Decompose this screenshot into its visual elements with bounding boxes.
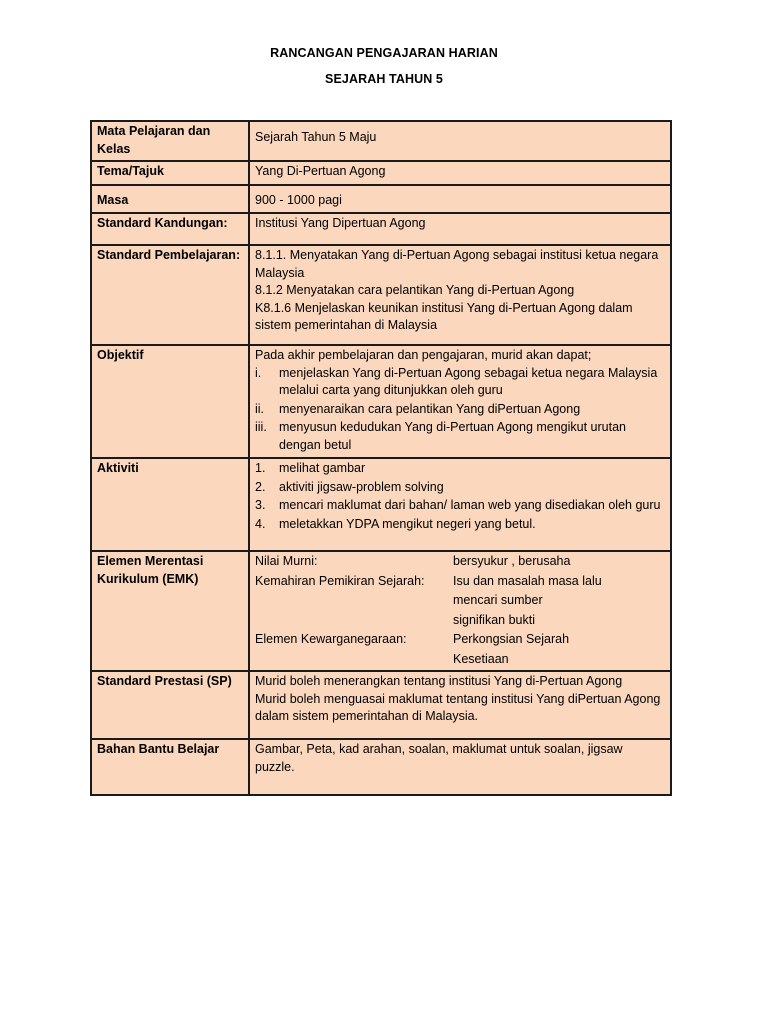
list-item: 4. meletakkan YDPA mengikut negeri yang betul.: [255, 516, 536, 531]
row-label-objektif: Objektif: [91, 345, 249, 458]
emk-nilai: Nilai Murni: bersyukur , berusaha: [255, 554, 571, 568]
table-row: [91, 213, 671, 245]
emk-kps-item: mencari sumber: [453, 593, 543, 607]
row-value-aktiviti: [249, 458, 671, 551]
table-row: [91, 161, 671, 185]
table-row: [91, 551, 671, 671]
row-value-tema: Yang Di-Pertuan Agong: [249, 161, 671, 185]
row-label-mata-pelajaran: Mata Pelajaran dan Kelas: [91, 121, 249, 161]
list-item: 2. aktiviti jigsaw-problem solving: [255, 479, 444, 494]
row-label-aktiviti: Aktiviti: [91, 458, 249, 551]
row-value-masa: 900 - 1000 pagi: [249, 185, 671, 213]
list-item: 3. mencari maklumat dari bahan/ laman web yang disediakan oleh guru: [255, 498, 661, 512]
row-label-masa: Masa: [91, 185, 249, 213]
sp-line: 8.1.1. Menyatakan Yang di-Pertuan Agong sebagai institusi ketua negara Malaysia: [255, 248, 659, 280]
list-item: iii. menyusun kedudukan Yang di-Pertuan Agong mengikut urutan dengan betul: [255, 420, 627, 452]
objektif-intro: Pada akhir pembelajaran dan pengajaran, murid akan dapat;: [255, 348, 592, 362]
list-item: ii. menyenaraikan cara pelantikan Yang diPertuan Agong: [255, 401, 581, 416]
row-value-standard-pembelajaran: [249, 245, 671, 345]
row-label-standard-prestasi: Standard Prestasi (SP): [91, 671, 249, 739]
row-value-objektif: [249, 345, 671, 458]
table-row: [91, 671, 671, 739]
emk-kps-item: signifikan bukti: [453, 612, 535, 627]
row-value-emk: [249, 551, 671, 671]
table-row: [91, 185, 671, 213]
emk-kewarganegaraan: Elemen Kewarganegaraan: Perkongsian Sejarah: [255, 632, 570, 646]
row-label-bahan-bantu-belajar: Bahan Bantu Belajar: [91, 739, 249, 795]
table-row: [91, 345, 671, 458]
row-value-mata-pelajaran: Sejarah Tahun 5 Maju: [249, 121, 671, 161]
row-label-standard-kandungan: Standard Kandungan:: [91, 213, 249, 245]
emk-kw-item: Kesetiaan: [453, 651, 509, 666]
document-subtitle: SEJARAH TAHUN 5: [325, 72, 443, 86]
list-item: i. menjelaskan Yang di-Pertuan Agong sebagai ketua negara Malaysia melalui carta yang ditunjukkan oleh guru: [255, 365, 658, 397]
row-value-standard-kandungan: Institusi Yang Dipertuan Agong: [249, 213, 671, 245]
aktiviti-list: [255, 460, 665, 533]
sp-line: 8.1.2 Menyatakan cara pelantikan Yang di-Pertuan Agong: [255, 283, 575, 297]
lesson-plan-table: [90, 120, 672, 796]
sp-line: K8.1.6 Menjelaskan keunikan institusi Yang di-Pertuan Agong dalam sistem pemerintahan di Malaysia: [255, 300, 633, 332]
table-row: [91, 458, 671, 551]
list-item: 1. melihat gambar: [255, 461, 366, 475]
document-title: RANCANGAN PENGAJARAN HARIAN: [270, 46, 498, 60]
prestasi-line: Murid boleh menerangkan tentang institusi Yang di-Pertuan Agong: [255, 674, 623, 688]
table-row: [91, 121, 671, 161]
row-label-tema: Tema/Tajuk: [91, 161, 249, 185]
row-value-bahan-bantu-belajar: Gambar, Peta, kad arahan, soalan, maklumat untuk soalan, jigsaw puzzle.: [249, 739, 671, 795]
row-value-standard-prestasi: [249, 671, 671, 739]
prestasi-line: Murid boleh menguasai maklumat tentang institusi Yang diPertuan Agong dalam sistem pemerintahan di Malaysia.: [255, 691, 661, 723]
table-row: [91, 245, 671, 345]
row-label-standard-pembelajaran: Standard Pembelajaran:: [91, 245, 249, 345]
row-label-emk: Elemen Merentasi Kurikulum (EMK): [91, 551, 249, 671]
emk-kps: Kemahiran Pemikiran Sejarah: Isu dan masalah masa lalu: [255, 573, 602, 588]
table-row: [91, 739, 671, 795]
objektif-list: [255, 365, 665, 455]
